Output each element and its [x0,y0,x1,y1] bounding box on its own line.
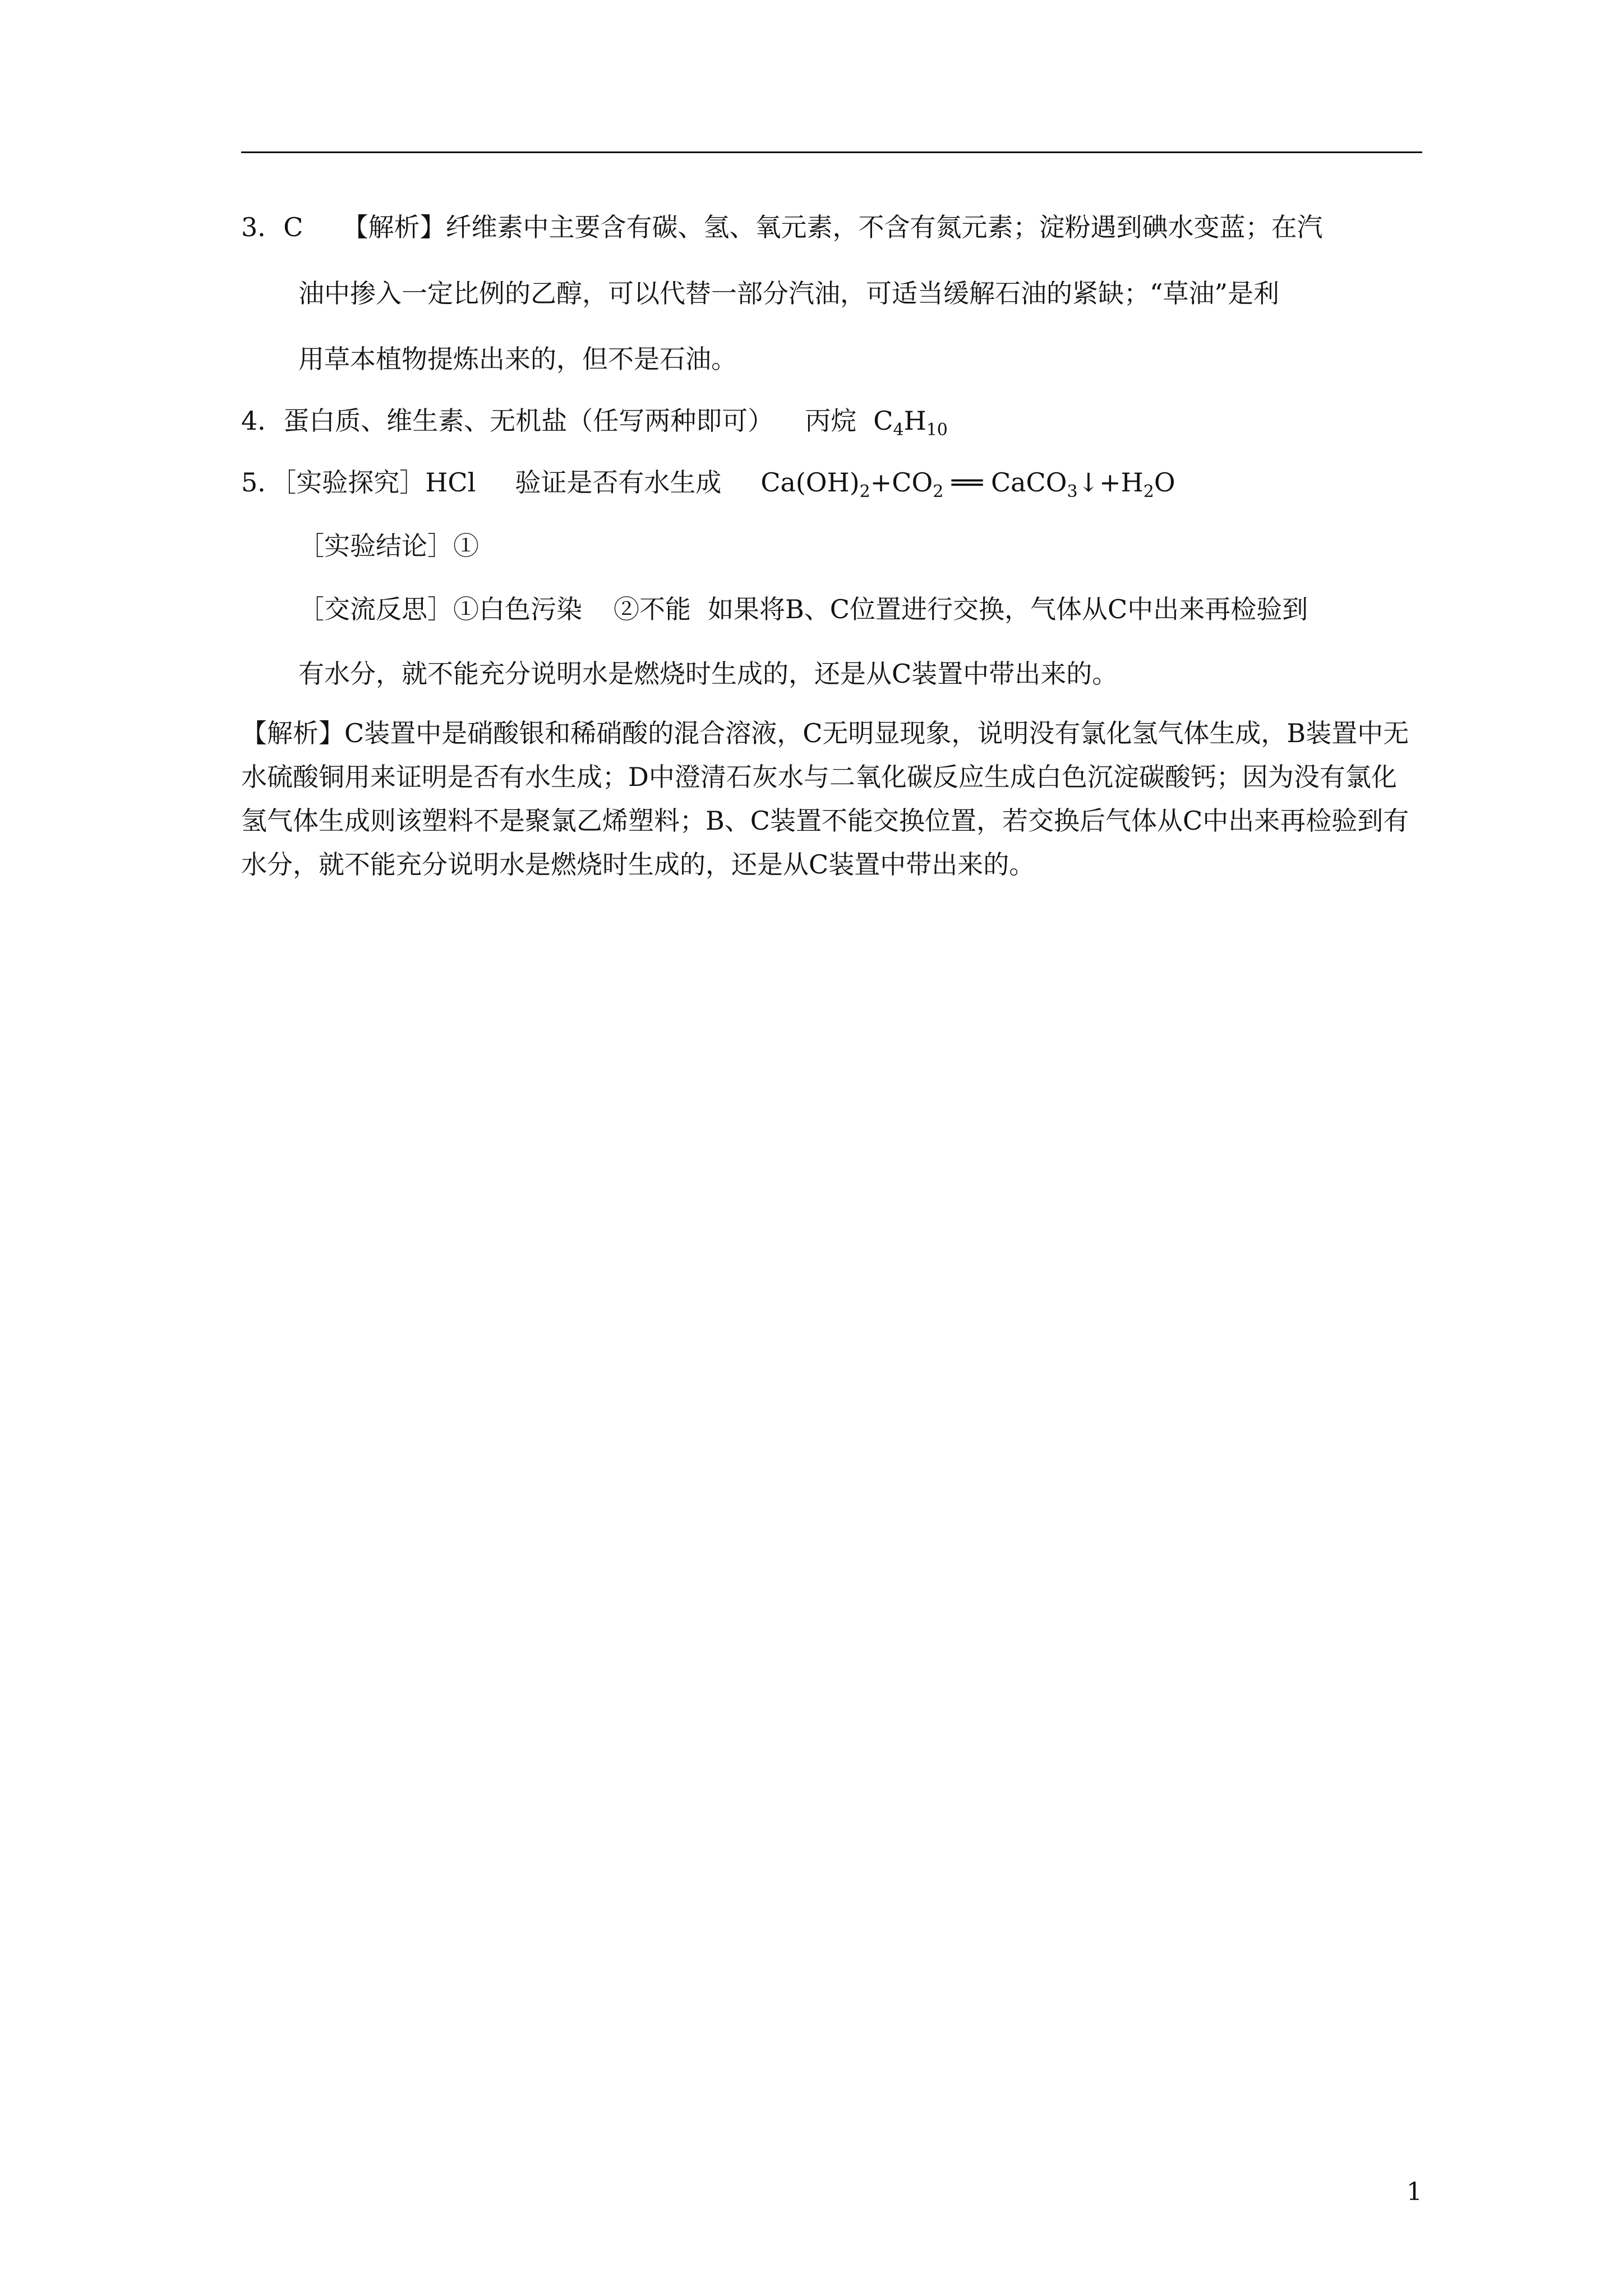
q4-formula: $C_4H_{10}$ [873,406,948,440]
q5-line-2 [298,533,479,559]
q5-section-reflect: ［交流反思］ [298,594,453,624]
q3-text-3: 用草本植物提炼出来的，但不是石油。 [298,344,737,374]
q5-equation: $Ca(OH)_2+CO_2$ ══ $CaCO_3↓+H_2O$ [760,467,1175,501]
q5-verify: 验证是否有水生成 [515,467,722,498]
header-rule [241,151,1422,153]
analysis-text: C装置中是硝酸银和稀硝酸的混合溶液，C无明显现象，说明没有氯化氢气体生成，B装置中无水硫酸铜用来证明是否有水生成；D中澄清石灰水与二氧化碳反应生成白色沉淀碳酸钙；因为没有氯化氢气体生成则该塑料不是聚氯乙烯塑料；B、C装置不能交换位置，若交换后气体从C中出来再检验到有水分，就不能充分说明水是燃烧时生成的，还是从C装置中带出来的。 [241,718,1409,880]
q4-number: 4． [241,406,284,436]
analysis-paragraph [241,711,1422,886]
q5-reflect-1: ①白色污染 [453,594,582,624]
analysis-label: 【解析】 [241,718,344,748]
q5-hcl: HCl [425,467,476,498]
q4-answer-1: 蛋白质、维生素、无机盐（任写两种即可） [283,406,774,436]
q5-line-1 [241,467,1175,501]
q5-line-4 [298,661,1118,687]
q4-answer-2: 丙烷 [805,406,857,436]
q5-line-3 [298,596,1308,622]
q5-reflect-2: ②不能 [614,594,691,624]
q5-reflect-4: 有水分，就不能充分说明水是燃烧时生成的，还是从C装置中带出来的。 [298,659,1118,689]
q3-line-3 [298,346,737,372]
q3-line-1 [241,214,1322,240]
q5-section-explore: ［实验探究］ [283,467,426,498]
q3-analysis-label: 【解析】 [342,212,446,242]
q5-conclusion: ① [453,531,479,561]
q5-section-conclusion: ［实验结论］ [298,531,453,561]
q4-line [241,406,948,440]
q3-line-2 [298,278,1280,309]
q5-number: 5． [241,467,284,498]
page-number: 1 [1407,2178,1422,2206]
q3-number: 3．C [241,212,303,242]
q3-text-2: 油中掺入一定比例的乙醇，可以代替一部分汽油，可适当缓解石油的紧缺；“草油”是利 [298,278,1280,309]
q3-text-1: 纤维素中主要含有碳、氢、氧元素，不含有氮元素；淀粉遇到碘水变蓝；在汽 [445,212,1323,242]
q5-reflect-3: 如果将B、C位置进行交换，气体从C中出来再检验到 [708,594,1308,624]
